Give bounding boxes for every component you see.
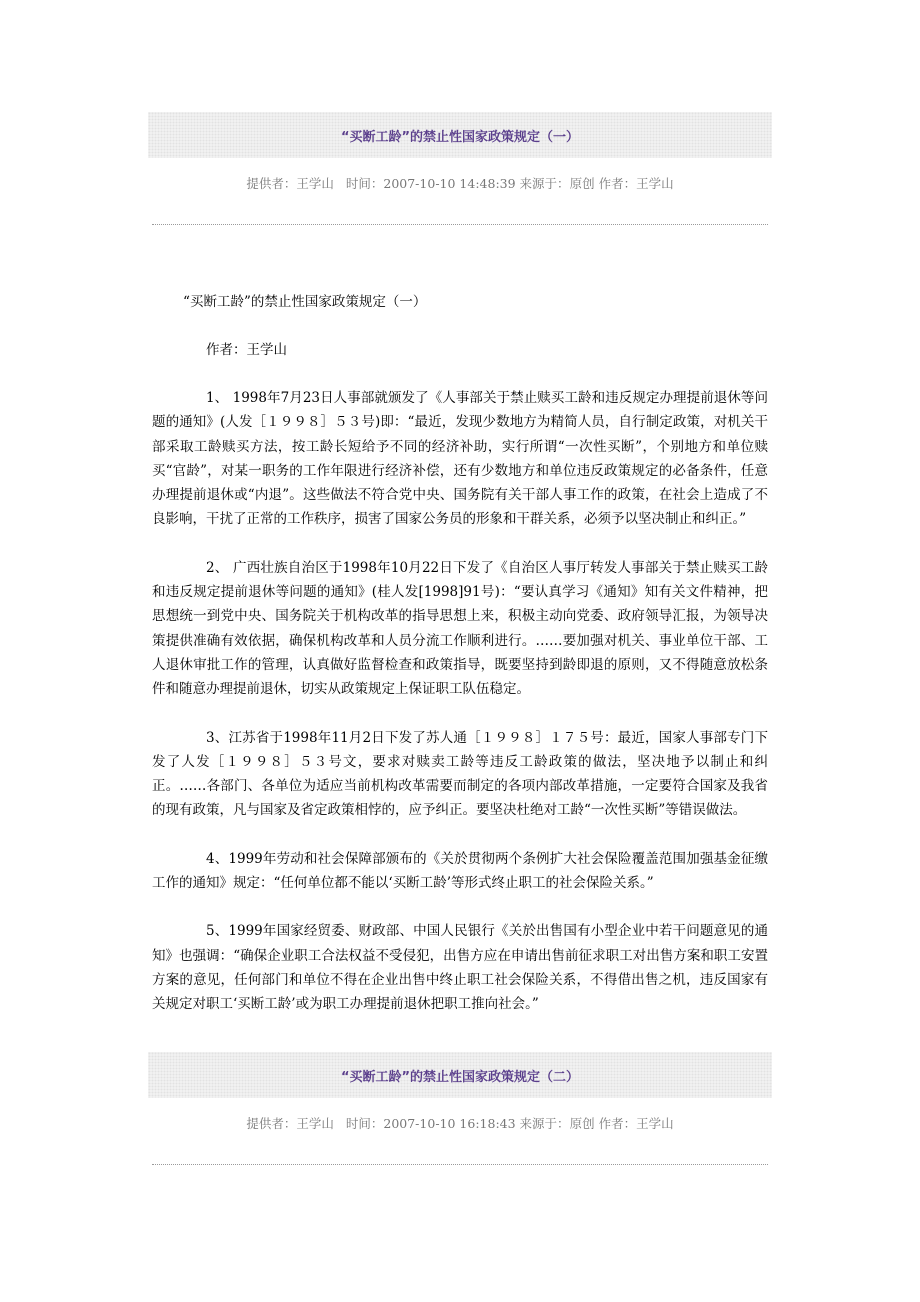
post-1-time-label: 时间： (345, 176, 384, 191)
post-2-meta (148, 1114, 772, 1132)
article-author-line: 作者：王学山 (206, 342, 287, 358)
post-2-author: 王学山 (636, 1116, 674, 1131)
post-2-title-banner (148, 1052, 772, 1098)
post-1-meta (148, 174, 772, 192)
post-1-provider: 王学山 (296, 176, 334, 191)
post-2-provider: 王学山 (296, 1116, 334, 1131)
post-1-source: 原创 (569, 176, 595, 191)
post-2-title[interactable]: “买断工龄”的禁止性国家政策规定（二） (340, 1069, 580, 1085)
post-1-source-label: 来源于： (519, 176, 570, 191)
post-2-source-label: 来源于： (519, 1116, 570, 1131)
post-2-source: 原创 (569, 1116, 595, 1131)
article-heading: “买断工龄”的禁止性国家政策规定（一） (183, 294, 427, 310)
article-paragraph-5: 5、1999年国家经贸委、财政部、中国人民银行《关於出售国有小型企业中若干问题意见的通知》也强调：“确保企业职工合法权益不受侵犯，出售方应在申请出售前征求职工对出售方案和职工安置方案的意见，任何部门和单位不得在企业出售中终止职工社会保险关系，不得借出售之机，违反国家有关规定对职工‘买断工龄’或为职工办理提前退休把职工推向社会。” (152, 923, 768, 1013)
post-1-author-label: 作者： (598, 176, 637, 191)
post-2-time: 2007-10-10 16:18:43 (383, 1116, 516, 1131)
post-1-title[interactable]: “买断工龄”的禁止性国家政策规定（一） (340, 129, 580, 145)
post-1-author: 王学山 (636, 176, 674, 191)
post-2-author-label: 作者： (598, 1116, 637, 1131)
article-paragraph-1: 1、 1998年7月23日人事部就颁发了《人事部关于禁止赎买工龄和违反规定办理提前退休等问题的通知》(人发［１９９８］５３号)即：“最近，发现少数地方为精简人员，自行制定政策，对机关干部采取工龄赎买方法，按工龄长短给予不同的经济补助，实行所谓“一次性买断”，个别地方和单位赎买“官龄”，对某一职务的工作年限进行经济补偿，还有少数地方和单位违反政策规定的必备条件，任意办理提前退休或“内退”。这些做法不符合党中央、国务院有关干部人事工作的政策，在社会上造成了不良影响，干扰了正常的工作秩序，损害了国家公务员的形象和干群关系，必须予以坚决制止和纠正。” (152, 390, 768, 528)
article-paragraph-3: 3、江苏省于1998年11月2日下发了苏人通［１９９８］１７５号：最近，国家人事部专门下发了人发［１９９８］５３号文，要求对赎卖工龄等违反工龄政策的做法，坚决地予以制止和纠正。……各部门、各单位为适应当前机构改革需要而制定的各项内部改革措施，一定要符合国家及我省的现有政策，凡与国家及省定政策相悖的，应予纠正。要坚决杜绝对工龄“一次性买断”等错误做法。 (152, 729, 768, 819)
post-1-provider-label: 提供者： (246, 176, 297, 191)
post-2-divider (152, 1164, 768, 1165)
article-paragraph-4: 4、1999年劳动和社会保障部颁布的《关於贯彻两个条例扩大社会保险覆盖范围加强基金征缴工作的通知》规定：“任何单位都不能以‘买断工龄’等形式终止职工的社会保险关系。” (152, 850, 768, 892)
article-body (152, 290, 768, 1017)
post-1-time: 2007-10-10 14:48:39 (383, 176, 516, 191)
post-2-time-label: 时间： (345, 1116, 384, 1131)
post-1-title-banner (148, 112, 772, 158)
post-2-provider-label: 提供者： (246, 1116, 297, 1131)
article-paragraph-2: 2、 广西壮族自治区于1998年10月22日下发了《自治区人事厅转发人事部关于禁止赎买工龄和违反规定提前退休等问题的通知》(桂人发[1998]91号)：“要认真学习《通知》知有关文件精神，把思想统一到党中央、国务院关于机构改革的指导思想上来，积极主动向党委、政府领导汇报，为领导决策提供准确有效依据，确保机构改革和人员分流工作顺利进行。……要加强对机关、事业单位干部、工人退休审批工作的管理，认真做好监督检查和政策指导，既要坚持到龄即退的原则，又不得随意放松条件和随意办理提前退休，切实从政策规定上保证职工队伍稳定。 (152, 559, 768, 698)
post-1-divider (152, 224, 768, 225)
